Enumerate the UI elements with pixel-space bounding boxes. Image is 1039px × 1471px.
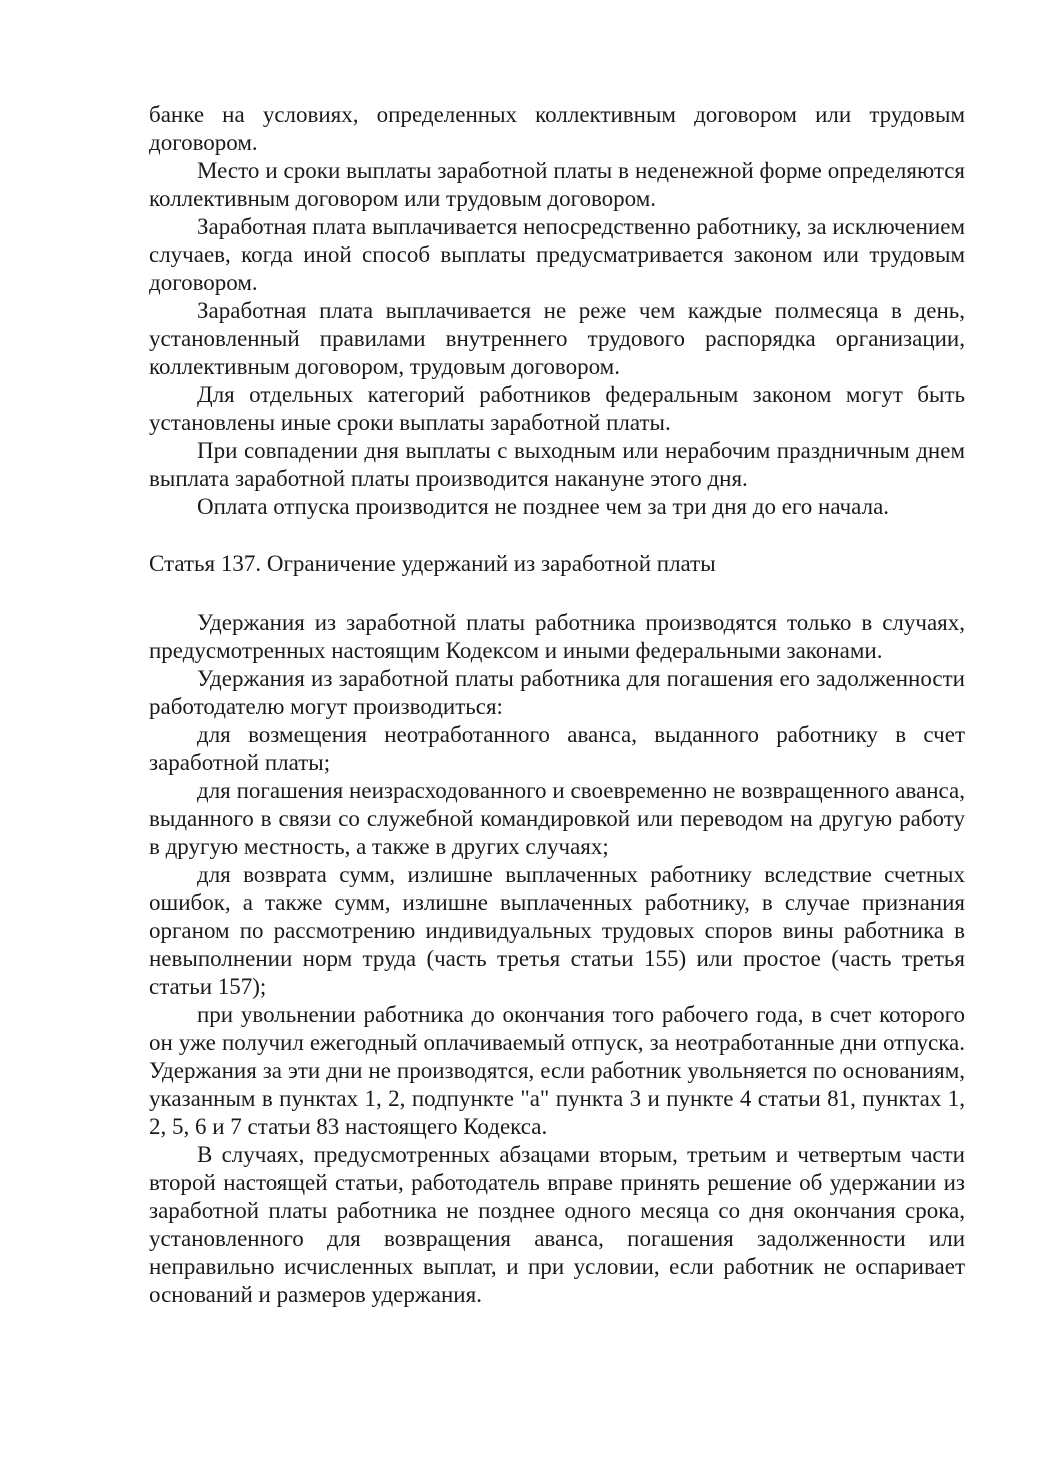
paragraph: Удержания из заработной платы работника производятся только в случаях, предусмотренных настоящим Кодексом и иными федеральными законами.: [149, 610, 965, 663]
list-paragraph: для возмещения неотработанного аванса, выданного работнику в счет заработной платы;: [149, 722, 965, 775]
article-body: [149, 609, 965, 1309]
paragraph: Заработная плата выплачивается не реже чем каждые полмесяца в день, установленный правилами внутреннего трудового распорядка организации, коллективным договором, трудовым договором.: [149, 298, 965, 379]
paragraph: Оплата отпуска производится не позднее чем за три дня до его начала.: [197, 494, 890, 519]
paragraph: Место и сроки выплаты заработной платы в неденежной форме определяются коллективным договором или трудовым договором.: [149, 158, 965, 211]
list-paragraph: для возврата сумм, излишне выплаченных работнику вследствие счетных ошибок, а также сумм, излишне выплаченных работнику, в случае признания органом по рассмотрению индивидуальных трудовых споров вины работника в невыполнении норм труда (часть третья статьи 155) или простое (часть третья статьи 157);: [149, 862, 965, 999]
preceding-article-text: [149, 101, 965, 521]
paragraph: При совпадении дня выплаты с выходным или нерабочим праздничным днем выплата заработной платы производится накануне этого дня.: [149, 438, 965, 491]
article-heading: Статья 137. Ограничение удержаний из заработной платы: [149, 551, 716, 576]
paragraph-continuation: банке на условиях, определенных коллективным договором или трудовым договором.: [149, 102, 965, 155]
list-paragraph: при увольнении работника до окончания того рабочего года, в счет которого он уже получил ежегодный оплачиваемый отпуск, за неотработанные дни отпуска. Удержания за эти дни не производятся, если работник увольняется по основаниям, указанным в пунктах 1, 2, подпункте "а" пункта 3 и пункте 4 статьи 81, пунктах 1, 2, 5, 6 и 7 статьи 83 настоящего Кодекса.: [149, 1002, 965, 1139]
list-paragraph: для погашения неизрасходованного и своевременно не возвращенного аванса, выданного в связи со служебной командировкой или переводом на другую работу в другую местность, а также в других случаях;: [149, 778, 965, 859]
paragraph: Удержания из заработной платы работника для погашения его задолженности работодателю могут производиться:: [149, 666, 965, 719]
paragraph: Заработная плата выплачивается непосредственно работнику, за исключением случаев, когда иной способ выплаты предусматривается законом или трудовым договором.: [149, 214, 965, 295]
paragraph: В случаях, предусмотренных абзацами вторым, третьим и четвертым части второй настоящей статьи, работодатель вправе принять решение об удержании из заработной платы работника не позднее одного месяца со дня окончания срока, установленного для возвращения аванса, погашения задолженности или неправильно исчисленных выплат, и при условии, если работник не оспаривает оснований и размеров удержания.: [149, 1142, 965, 1307]
paragraph: Для отдельных категорий работников федеральным законом могут быть установлены иные сроки выплаты заработной платы.: [149, 382, 965, 435]
